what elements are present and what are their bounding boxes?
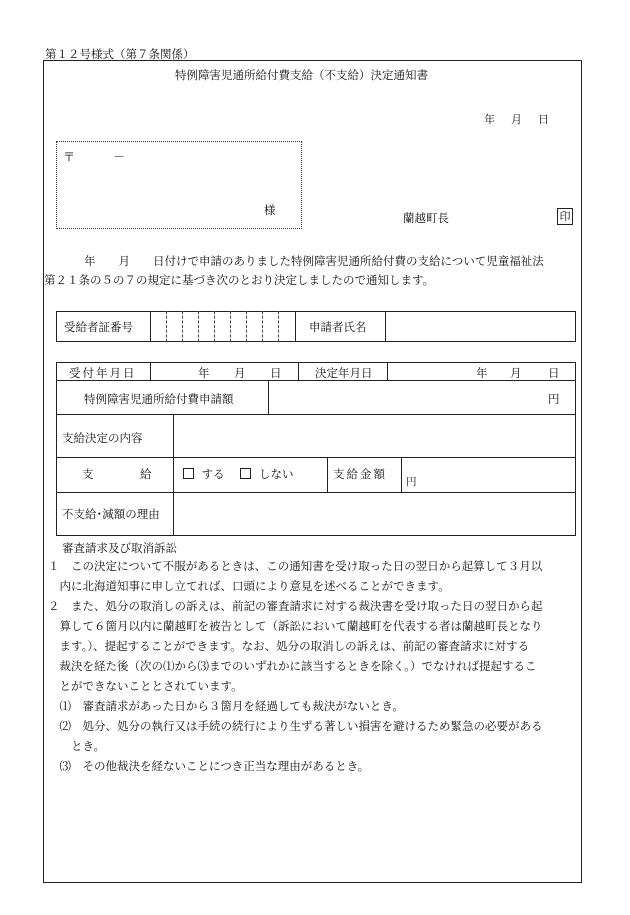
notes-line: 内に北海道知事に申し立てれば、口頭により意見を述べることができます。 xyxy=(48,579,450,593)
decision-date-label: 決定年月日 xyxy=(315,366,373,380)
option-yes-label: する xyxy=(201,467,225,481)
divider xyxy=(268,380,269,414)
applicant-name-label: 申請者氏名 xyxy=(309,320,367,334)
decision-date-day: 日 xyxy=(548,366,560,380)
divider xyxy=(401,457,402,492)
notes-heading: 審査請求及び取消訴訟 xyxy=(62,541,177,555)
notes-line: とき。 xyxy=(48,739,106,753)
received-date-day: 日 xyxy=(270,366,282,380)
row-divider xyxy=(56,380,576,381)
body-text-line1: 年 月 日付けで申請のありました特例障害児通所給付費の支給について児童福祉法 xyxy=(84,254,544,268)
notes-line: ⑵ 処分、処分の執行又は手続の続行により生ずる著しい損害を避けるため緊急の必要がある xyxy=(48,719,543,733)
divider xyxy=(150,311,151,342)
received-date-month: 月 xyxy=(234,366,246,380)
digit-divider xyxy=(214,311,215,342)
form-number: 第１２号様式（第７条関係） xyxy=(45,47,195,61)
divider xyxy=(385,311,386,342)
notes-line: 算して６箇月以内に蘭越町を被告として（訴訟において蘭越町を代表する者は蘭越町長となり xyxy=(48,619,543,633)
seal-mark: 印 xyxy=(557,208,573,225)
digit-divider xyxy=(166,311,167,342)
issue-date xyxy=(484,111,549,127)
issue-date-month: 月 xyxy=(511,113,522,126)
notes-line: １ この決定について不服があるときは、この通知書を受け取った日の翌日から起算して３月以 xyxy=(48,559,543,573)
claim-amount-label: 特例障害児通所給付費申請額 xyxy=(84,392,234,406)
divider xyxy=(298,362,299,380)
digit-divider xyxy=(198,311,199,342)
decision-date-month: 月 xyxy=(510,366,522,380)
payment-amount-label: 支給金額 xyxy=(333,467,387,481)
checkbox-no[interactable] xyxy=(240,468,251,479)
notes-block xyxy=(48,556,543,776)
postal-dash: － xyxy=(113,150,126,164)
payment-label-char1: 支 xyxy=(82,467,94,481)
issue-date-year: 年 xyxy=(484,113,495,126)
row-divider xyxy=(56,457,576,458)
digit-divider xyxy=(262,311,263,342)
row-divider xyxy=(56,492,576,493)
body-text-line2: 第２１条の５の７の規定に基づき次のとおり決定しましたので通知します。 xyxy=(44,273,435,287)
checkbox-yes[interactable] xyxy=(183,468,194,479)
issuer-name: 蘭越町長 xyxy=(403,211,449,225)
notes-line: 裁決を経た後（次の⑴から⑶までのいずれかに該当するときを除く。）でなければ提起するこ xyxy=(48,659,537,673)
payment-options xyxy=(183,466,293,482)
recipient-id-label: 受給者証番号 xyxy=(64,320,133,334)
notes-line: ます。）、提起することができます。なお、処分の取消しの訴えは、前記の審査請求に対する xyxy=(48,639,530,653)
divider xyxy=(173,414,174,536)
received-date-year: 年 xyxy=(198,366,210,380)
notes-line: ⑴ 審査請求があった日から３箇月を経過しても裁決がないとき。 xyxy=(48,699,404,713)
notes-line: ２ また、処分の取消しの訴えは、前記の審査請求に対する裁決書を受け取った日の翌日から起 xyxy=(48,599,543,613)
divider xyxy=(150,362,151,380)
divider xyxy=(387,362,388,380)
payment-amount-yen: 円 xyxy=(406,476,417,488)
document-title: 特例障害児通所給付費支給（不支給）決定通知書 xyxy=(175,68,428,82)
reason-label: 不支給･減額の理由 xyxy=(62,507,160,521)
decision-date-year: 年 xyxy=(476,366,488,380)
notes-line: ⑶ その他裁決を経ないことにつき正当な理由があるとき。 xyxy=(48,759,370,773)
issue-date-day: 日 xyxy=(538,113,549,126)
honorific: 様 xyxy=(264,203,276,217)
digit-divider xyxy=(230,311,231,342)
decision-content-label: 支給決定の内容 xyxy=(62,431,143,445)
postal-mark: 〒 xyxy=(63,150,76,164)
option-no-label: しない xyxy=(258,467,294,481)
divider xyxy=(295,311,296,342)
digit-divider xyxy=(278,311,279,342)
divider xyxy=(327,457,328,492)
row-divider xyxy=(56,414,576,415)
notes-line: とができないこととされています。 xyxy=(48,679,243,693)
payment-label-char2: 給 xyxy=(140,467,152,481)
digit-divider xyxy=(246,311,247,342)
received-date-label: 受付年月日 xyxy=(69,366,137,380)
claim-amount-yen: 円 xyxy=(548,392,560,406)
digit-divider xyxy=(182,311,183,342)
